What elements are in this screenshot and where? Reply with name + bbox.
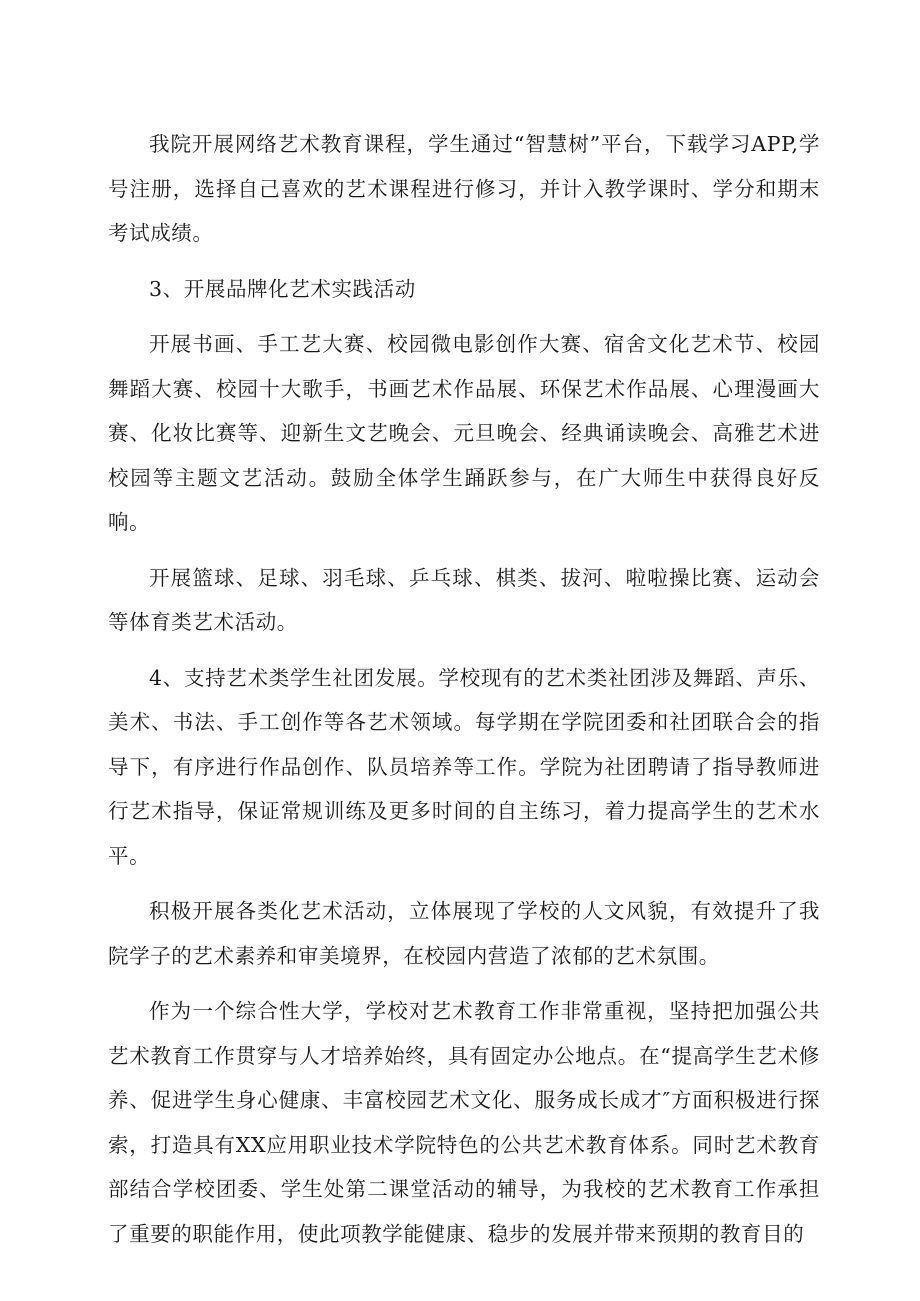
document-body (108, 122, 820, 1267)
paragraph-student-clubs: 4、支持艺术类学生社团发展。学校现有的艺术类社团涉及舞蹈、声乐、美术、书法、手工创作等各艺术领域。每学期在学院团委和社团联合会的指导下，有序进行作品创作、队员培养等工作。学院为社团聘请了指导教师进行艺术指导，保证常规训练及更多时间的自主练习，着力提高学生的艺术水平。 (108, 665, 820, 868)
paragraph-activity-outcomes: 积极开展各类化艺术活动，立体展现了学校的人文风貌，有效提升了我院学子的艺术素养和审美境界，在校园内营造了浓郁的艺术氛围。 (108, 899, 820, 968)
paragraph-sports-activities: 开展篮球、足球、羽毛球、乒乓球、棋类、拔河、啦啦操比赛、运动会等体育类艺术活动。 (108, 565, 820, 634)
paragraph-art-competitions: 开展书画、手工艺大赛、校园微电影创作大赛、宿舍文化艺术节、校园舞蹈大赛、校园十大歌手，书画艺术作品展、环保艺术作品展、心理漫画大赛、化妆比赛等、迎新生文艺晚会、元旦晚会、经典诵读晚会、高雅艺术进校园等主题文艺活动。鼓励全体学生踊跃参与，在广大师生中获得良好反响。 (108, 332, 820, 534)
paragraph-art-education-system: 作为一个综合性大学，学校对艺术教育工作非常重视，坚持把加强公共艺术教育工作贯穿与人才培养始终，具有固定办公地点。在“提高学生艺术修养、促进学生身心健康、丰富校园艺术文化、服务成长成才″方面积极进行探索，打造具有XX应用职业技术学院特色的公共艺术教育体系。同时艺术教育部结合学校团委、学生处第二课堂活动的辅导，为我校的艺术教育工作承担了重要的职能作用，使此项教学能健康、稳步的发展并带来预期的教育目的 (108, 999, 820, 1246)
heading-brand-practice-activities: 3、开展品牌化艺术实践活动 (149, 276, 416, 301)
paragraph-online-art-courses: 我院开展网络艺术教育课程，学生通过“智慧树”平台，下载学习APP,学号注册，选择自己喜欢的艺术课程进行修习，并计入教学课时、学分和期末考试成绩。 (108, 132, 820, 245)
